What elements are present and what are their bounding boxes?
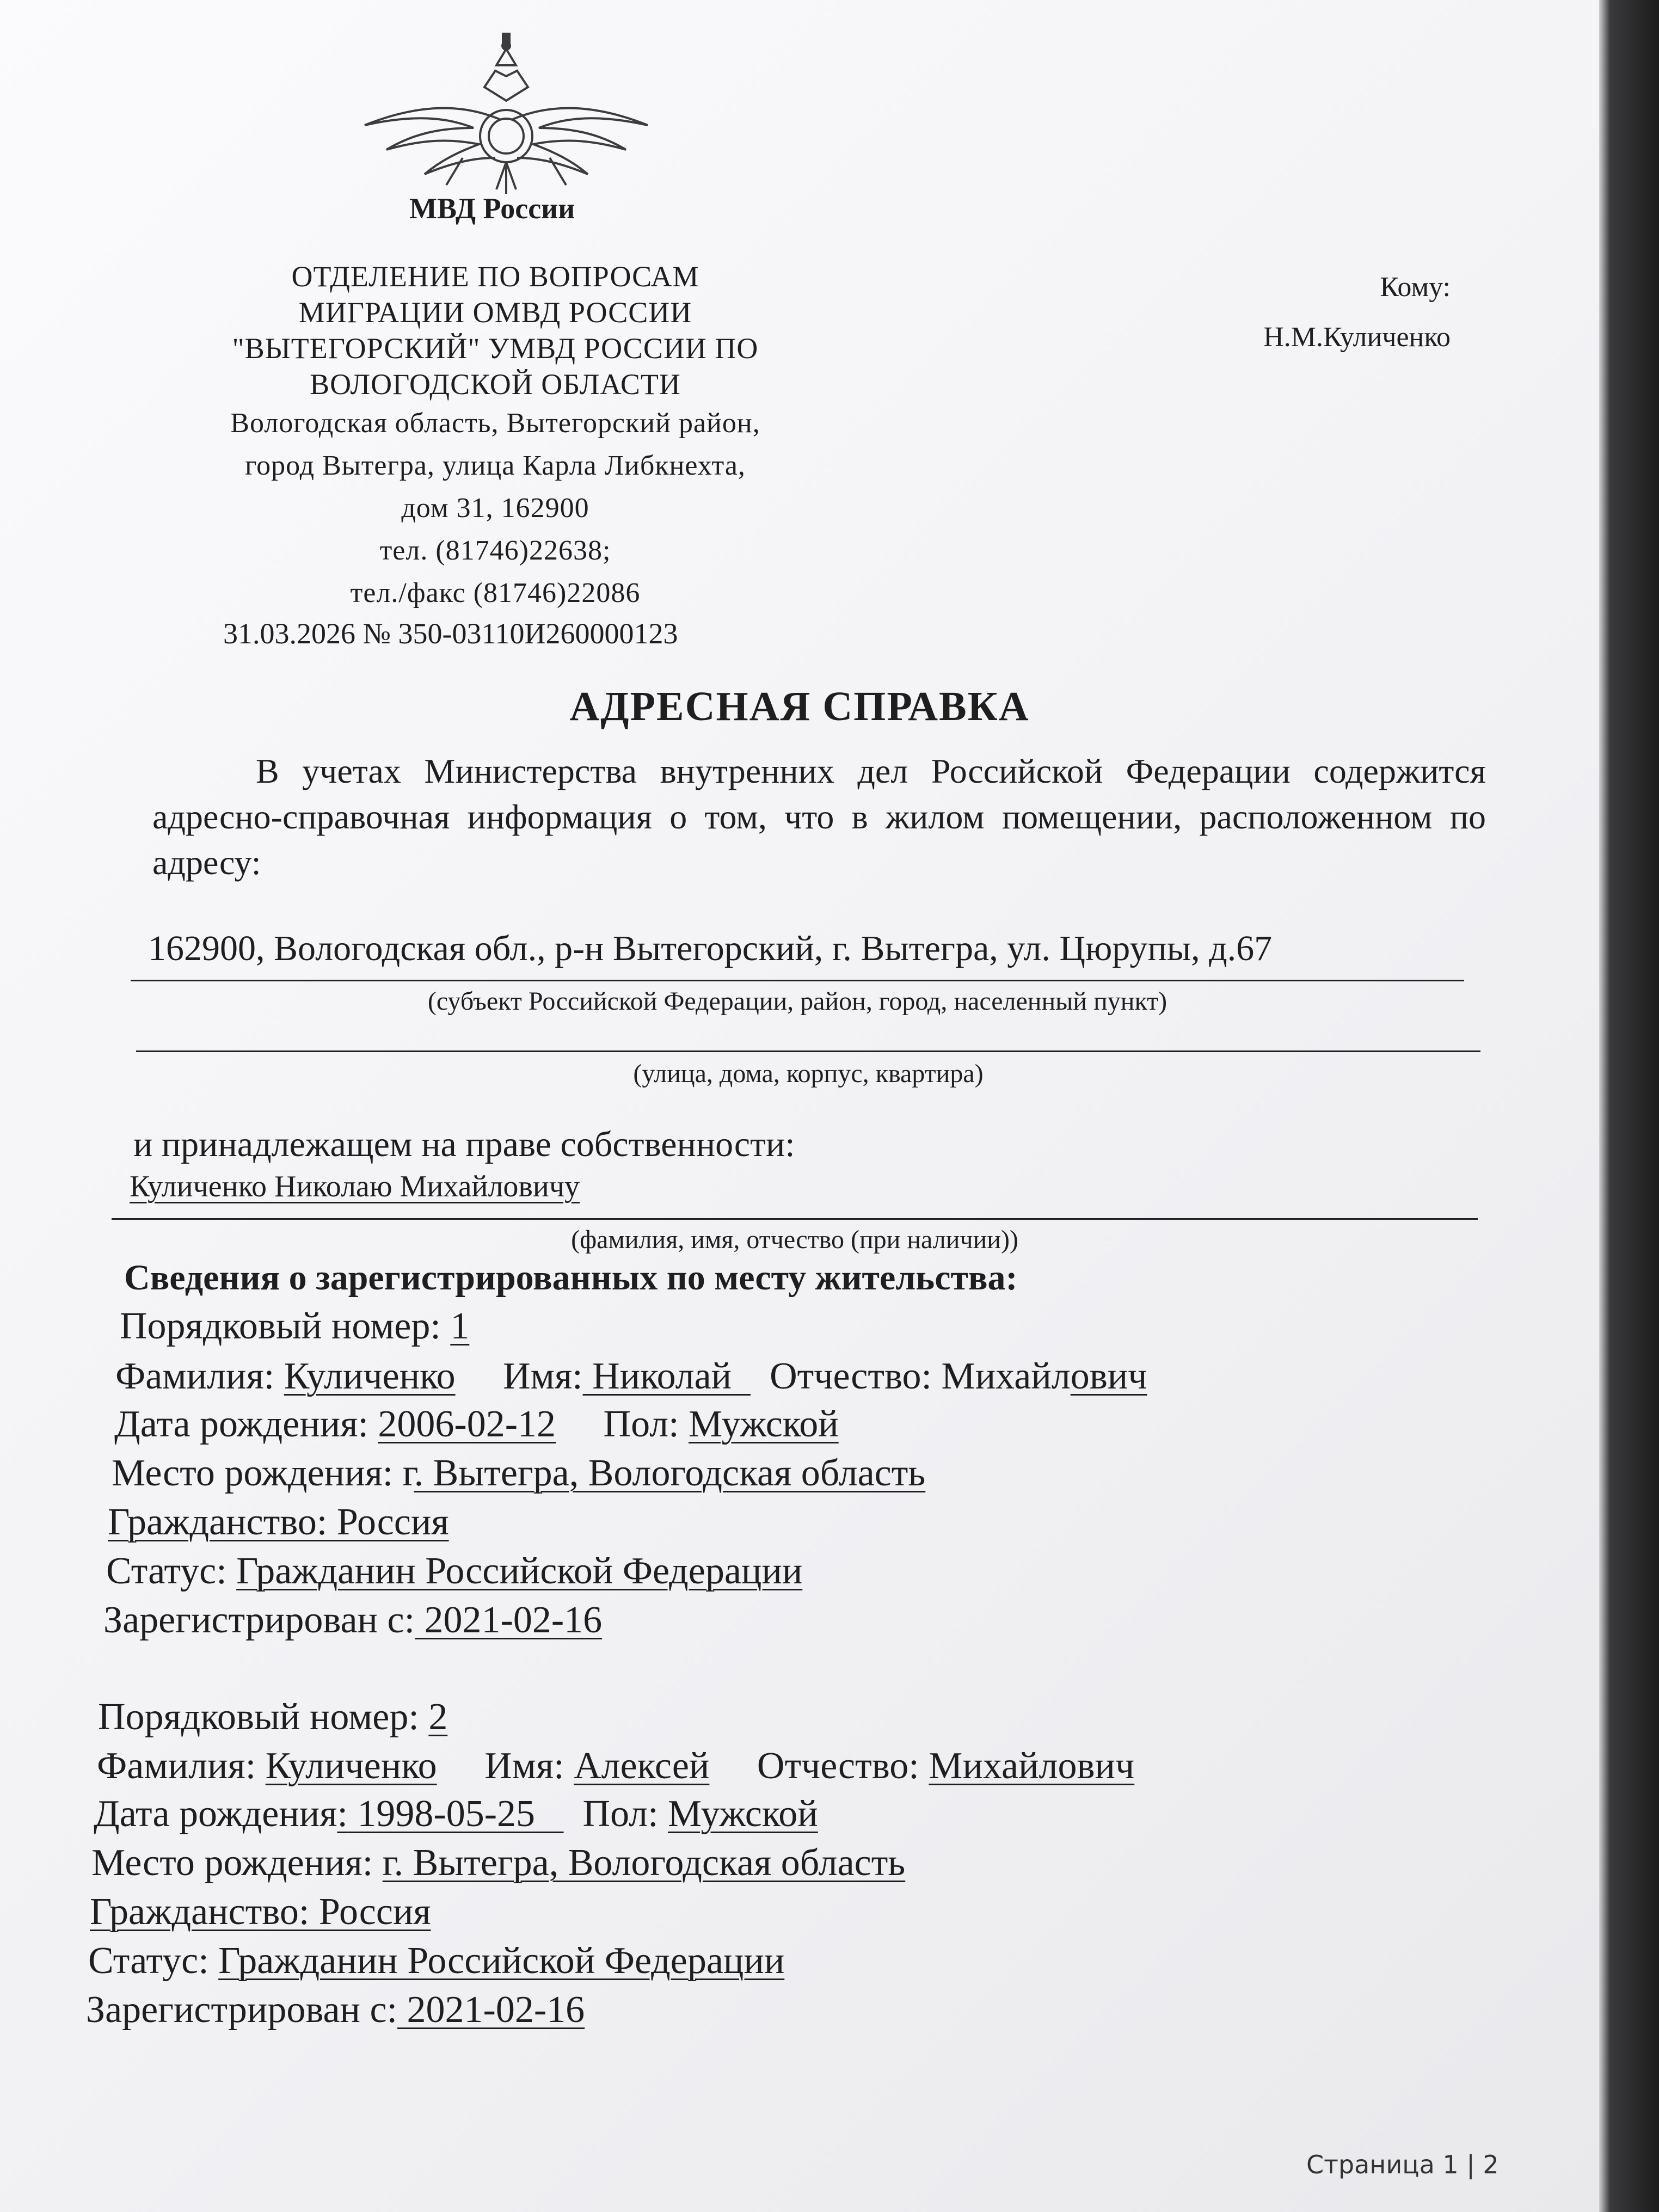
- recipient-name: Н.М.Куличенко: [1263, 322, 1451, 353]
- owner-name: Куличенко Николаю Михайловичу: [130, 1170, 580, 1203]
- status-label: Статус:: [88, 1940, 219, 1982]
- person-2-sex: Мужской: [668, 1793, 818, 1835]
- address-caption-region: (субъект Российской Федерации, район, город, населенный пункт): [427, 987, 1168, 1016]
- surname-label: Фамилия:: [97, 1745, 266, 1787]
- org-line: "ВЫТЕГОРСКИЙ" УМВД РОССИИ ПО: [232, 332, 759, 365]
- dob-label: Дата рождения: [114, 1403, 358, 1445]
- patronymic-label: Отчество:: [770, 1355, 942, 1397]
- person-1-name: Николай: [582, 1355, 732, 1397]
- person-1-since-row: [103, 1596, 602, 1645]
- dob-label: Дата рождения: [94, 1793, 337, 1835]
- intro-text: В учетах Министерства внутренних дел Российской Федерации содержится адресно-справочная информация о том, что в жилом помещении, расположенном по адресу:: [152, 752, 1486, 882]
- org-line: МИГРАЦИИ ОМВД РОССИИ: [298, 296, 692, 329]
- person-2-status: Гражданин Российской Федерации: [218, 1940, 785, 1982]
- pob-label: Место рождения:: [112, 1452, 403, 1494]
- person-1-pob-start: г: [402, 1452, 414, 1494]
- person-2-surname: Куличенко: [265, 1745, 437, 1787]
- person-1-status-row: [106, 1547, 802, 1596]
- person-1-status: Гражданин Российской Федерации: [236, 1550, 803, 1592]
- person-1-surname: Куличенко: [284, 1355, 456, 1397]
- person-1-dob: 2006-02-12: [378, 1403, 556, 1445]
- person-2-dob: 1998-05-25: [347, 1793, 536, 1835]
- person-2-since: 2021-02-16: [397, 1989, 585, 2031]
- name-label: Имя:: [503, 1355, 583, 1397]
- person-1-name-row: [115, 1352, 1147, 1401]
- person-2-citizenship: Гражданство: Россия: [90, 1891, 431, 1933]
- page-number: Страница 1 | 2: [1306, 2150, 1499, 2179]
- owner-caption: (фамилия, имя, отчество (при наличии)): [571, 1225, 1018, 1254]
- since-label: Зарегистрирован с:: [86, 1989, 398, 2031]
- person-1-citizenship: Гражданство: Россия: [108, 1501, 449, 1543]
- pob-label: Место рождения:: [91, 1842, 383, 1884]
- street-underline: [136, 1050, 1480, 1052]
- person-2-patronymic: Михайлович: [929, 1745, 1135, 1787]
- person-2-name: Алексей: [574, 1745, 710, 1787]
- org-line: ОТДЕЛЕНИЕ ПО ВОПРОСАМ: [291, 260, 699, 293]
- property-address: 162900, Вологодская обл., р-н Вытегорский, г. Вытегра, ул. Цюрупы, д.67: [148, 929, 1273, 968]
- org-block: [163, 259, 827, 615]
- org-line: ВОЛОГОДСКОЙ ОБЛАСТИ: [310, 368, 681, 401]
- org-fax: тел./факс (81746)22086: [350, 577, 641, 609]
- num-label: Порядковый номер:: [120, 1305, 451, 1347]
- person-2-num-row: [98, 1693, 447, 1742]
- owner-label: и принадлежащем на праве собственности:: [133, 1125, 795, 1164]
- person-2-pob: г. Вытегра, Вологодская область: [382, 1842, 906, 1884]
- person-2-dob-row: Дата рождения: 1998-05-25 Пол: Мужской: [94, 1793, 818, 1835]
- org-address-line: Вологодская область, Вытегорский район,: [230, 408, 760, 439]
- surname-label: Фамилия:: [115, 1355, 284, 1397]
- document-reference: 31.03.2026 № 350-03110И260000123: [223, 617, 678, 650]
- org-address-line: дом 31, 162900: [401, 493, 589, 524]
- agency-name: МВД России: [409, 192, 575, 225]
- status-label: Статус:: [106, 1550, 237, 1592]
- person-2-name-row: [97, 1742, 1134, 1791]
- mvd-emblem-icon: [354, 22, 659, 196]
- sex-label: Пол:: [582, 1793, 668, 1835]
- person-1-patronymic-start: Михайл: [941, 1355, 1071, 1397]
- address-underline: [131, 980, 1464, 981]
- person-1-num: 1: [450, 1305, 470, 1347]
- since-label: Зарегистрирован с:: [103, 1599, 415, 1641]
- owner-underline: [112, 1218, 1478, 1220]
- person-2-since-row: [86, 1986, 585, 2035]
- address-caption-street: (улица, дома, корпус, квартира): [633, 1059, 984, 1088]
- person-1-sex: Мужской: [689, 1403, 839, 1445]
- recipient-label: Кому:: [1380, 272, 1451, 303]
- intro-paragraph: [152, 748, 1486, 886]
- patronymic-label: Отчество:: [757, 1745, 929, 1787]
- org-address-line: город Вытегра, улица Карла Либкнехта,: [245, 450, 746, 481]
- background-edge: [1599, 0, 1659, 2212]
- person-1-since: 2021-02-16: [415, 1599, 603, 1641]
- person-2-num: 2: [428, 1696, 448, 1738]
- person-1-dob-row: Дата рождения: 2006-02-12 Пол: Мужской: [114, 1403, 839, 1445]
- person-1-pob: . Вытегра, Вологодская область: [414, 1452, 926, 1494]
- num-label: Порядковый номер:: [98, 1696, 429, 1738]
- sex-label: Пол:: [603, 1403, 689, 1445]
- name-label: Имя:: [484, 1745, 564, 1787]
- person-2-status-row: [88, 1937, 784, 1986]
- person-1-num-row: [120, 1302, 469, 1351]
- org-phone: тел. (81746)22638;: [379, 535, 611, 566]
- person-1-patronymic-end: ович: [1070, 1355, 1147, 1397]
- person-1-pob-row: [112, 1449, 925, 1498]
- person-2-pob-row: [91, 1839, 905, 1888]
- registered-heading: Сведения о зарегистрированных по месту жительства:: [124, 1258, 1018, 1298]
- document-title: АДРЕСНАЯ СПРАВКА: [569, 684, 1030, 729]
